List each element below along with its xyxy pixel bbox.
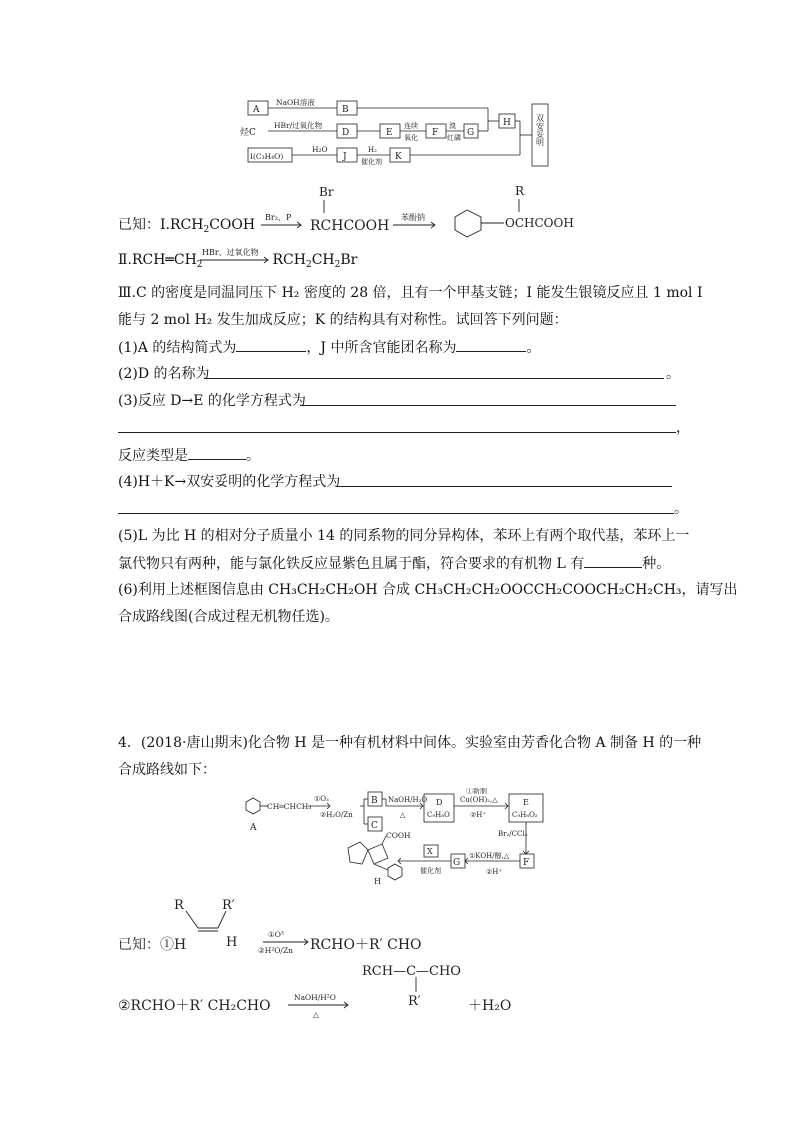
known-5-arrow-top: NaOH/H²O <box>294 993 336 1002</box>
flow2-box-e-top: E <box>523 798 529 807</box>
question-1: (1)A 的结构简式为 ，J 中所含官能团名称为 。 <box>118 337 540 358</box>
flow2-box-b: B <box>371 796 378 806</box>
flow2-r1-bottom: ②H₂O/Zn <box>320 811 353 819</box>
question-4: (4)H＋K→双安妥明的化学方程式为 <box>118 474 341 490</box>
question-2: (2)D 的名称为 <box>118 366 210 382</box>
flow1-box-f: F <box>432 128 439 138</box>
known-3-line1: Ⅲ.C 的密度是同温同压下 H₂ 密度的 28 倍，且有一个甲基支链；I 能发生银镜反应且 1 mol I <box>118 285 703 301</box>
answer-blank-3b[interactable] <box>118 432 676 433</box>
flow1-label-ab: NaOH溶液 <box>276 98 315 107</box>
flow1-label-ef-bottom: 氧化 <box>404 134 418 142</box>
question-2-end: 。 <box>666 366 680 382</box>
known-4-r-right: R′ <box>222 898 235 913</box>
flow1-box-e: E <box>386 128 393 138</box>
question-3-type: 反应类型是 。 <box>118 445 260 466</box>
flow1-box-a: A <box>253 105 260 115</box>
known-4-h-right: H <box>226 935 238 950</box>
known-3-line2: 能与 2 mol H₂ 发生加成反应；K 的结构具有对称性。试回答下列问题： <box>118 312 568 328</box>
flow2-box-g: G <box>453 858 461 868</box>
known-1-arrow2-label: 苯酚钠 <box>401 213 425 222</box>
flow2-r2-bottom: △ <box>400 811 406 819</box>
question-5-line2: 氯代物只有两种，能与氯化铁反应显紫色且属于酯，符合要求的有机物 L 有 种。 <box>118 553 670 574</box>
known-1-mid: RCHCOOH <box>310 218 390 234</box>
flow2-box-d-top: D <box>436 798 443 807</box>
flow2-box-f: F <box>523 858 530 868</box>
flow2-h-cooh: COOH <box>386 831 411 840</box>
flow2-box-e-bottom: C₉H₈O₂ <box>512 811 538 819</box>
flow1-box-c: 烃C <box>240 128 256 138</box>
known-1-br: Br <box>319 185 334 199</box>
known-2-arrow-label: HBr、过氧化物 <box>202 248 259 257</box>
known-1-r: R <box>515 184 525 198</box>
answer-blank-3a[interactable] <box>300 405 676 406</box>
flow1-box-g: G <box>467 128 475 138</box>
flow1-label-fg-bottom: 红磷 <box>447 134 461 142</box>
known-5-product-top: RCH—C—CHO <box>362 964 461 979</box>
answer-blank-4a[interactable] <box>336 486 672 487</box>
question-3: (3)反应 D→E 的化学方程式为 <box>118 393 306 409</box>
flow2-box-x: X <box>427 847 433 856</box>
known-5-water: ＋H₂O <box>468 998 512 1014</box>
synthesis-flowchart-1 <box>240 92 560 172</box>
known-1-product: OCHCOOH <box>505 216 574 230</box>
flow2-box-d-bottom: C₉H₈O <box>427 811 450 819</box>
flow2-r5-bottom: ②H⁺ <box>486 868 503 876</box>
question-6-line1: (6)利用上述框图信息由 CH₃CH₂CH₂OH 合成 CH₃CH₂CH₂OOCCH₂COOCH₂CH₂CH₃，请写出 <box>118 582 738 598</box>
question-3-comma: ， <box>676 420 690 436</box>
flow1-box-h: H <box>503 118 511 128</box>
known-4-product: RCHO＋R′ CHO <box>310 937 422 953</box>
flow1-box-k: K <box>395 152 402 162</box>
benzene-ring-h <box>388 864 402 880</box>
flow2-box-c: C <box>371 821 378 831</box>
known-5-product-r: R′ <box>408 994 421 1009</box>
flow2-r1-top: ①O₃ <box>314 795 329 803</box>
flow1-label-fg-top: 溴 <box>449 122 456 130</box>
flow1-label-jk-bottom: 催化剂 <box>361 158 382 166</box>
flow2-r3-bottom: ②H⁺ <box>470 811 487 819</box>
known-4-prefix: 已知：①H <box>118 937 187 953</box>
flow2-a-sub: CH═CHCH₃ <box>267 802 312 811</box>
answer-blank-1a[interactable] <box>236 337 306 352</box>
flow2-r4: Br₂/CCl₄ <box>498 830 528 838</box>
known-5-scheme <box>118 960 518 1020</box>
question-6-line2: 合成路线图(合成过程无机物任选)。 <box>118 609 339 625</box>
flow2-a-label: A <box>250 823 257 833</box>
known-2-arrow <box>198 244 272 264</box>
question-4-end: 。 <box>674 501 688 517</box>
flow2-r5-top: ①KOH/醇,△ <box>469 852 510 860</box>
flow1-label-ij: H₂O <box>312 145 328 154</box>
answer-blank-2[interactable] <box>204 378 664 379</box>
cyclopentane-ring-h <box>348 842 368 864</box>
problem-4-line1: 4．(2018·唐山期末)化合物 H 是一种有机材料中间体。实验室由芳香化合物 A 制备 H 的一种 <box>118 735 702 751</box>
known-5-arrow-bottom: △ <box>313 1010 319 1019</box>
answer-blank-4b[interactable] <box>118 513 674 514</box>
flow1-box-i: I(C₃H₄O) <box>250 152 284 161</box>
flow2-r3-mid: Cu(OH)₂,△ <box>460 796 498 804</box>
flow1-label-jk-top: H₂ <box>368 146 377 154</box>
question-5-line1: (5)L 为比 H 的相对分子质量小 14 的同系物的同分异构体，苯环上有两个取代基，苯环上一 <box>118 528 690 544</box>
known-4-arrow-bottom: ②H²O/Zn <box>258 946 293 955</box>
synthesis-flowchart-2 <box>240 788 560 888</box>
flow2-r3-top: ①新制 <box>466 788 487 795</box>
flow1-label-cd: HBr/过氧化物 <box>274 121 323 130</box>
flow1-product: 双安妥明 <box>535 114 545 146</box>
flow1-label-ef-top: 连续 <box>404 122 418 130</box>
flow2-h-label: H <box>374 877 381 886</box>
known-2: $Ⅱ.RCH═CH_2$ $RCH_2CH_2Br$ <box>118 252 358 270</box>
flow1-box-d: D <box>342 128 350 138</box>
known-4-r-left: R <box>174 898 184 913</box>
answer-blank-5[interactable] <box>584 553 642 568</box>
flow1-box-b: B <box>342 105 349 115</box>
problem-4-line2: 合成路线如下： <box>118 762 216 778</box>
known-5-prefix: ②RCHO＋R′ CH₂CHO <box>118 998 271 1014</box>
flow1-box-j: J <box>343 152 347 162</box>
answer-blank-1b[interactable] <box>456 337 526 352</box>
known-4-arrow-top: ①O³ <box>268 930 284 939</box>
flow2-r6: 催化剂 <box>420 867 441 875</box>
known-4-scheme <box>118 893 428 963</box>
cyclobutene-ring-h <box>368 844 388 864</box>
known-1-arrow1-label: Br₂、P <box>265 213 292 222</box>
known-1-scheme <box>255 184 595 244</box>
known-1-prefix: 已知：$Ⅰ.RCH_2COOH$ <box>118 217 256 235</box>
benzene-ring-a <box>246 798 260 814</box>
flow2-r2-top: NaOH/H₂O <box>388 796 428 804</box>
answer-blank-3-type[interactable] <box>188 445 246 460</box>
